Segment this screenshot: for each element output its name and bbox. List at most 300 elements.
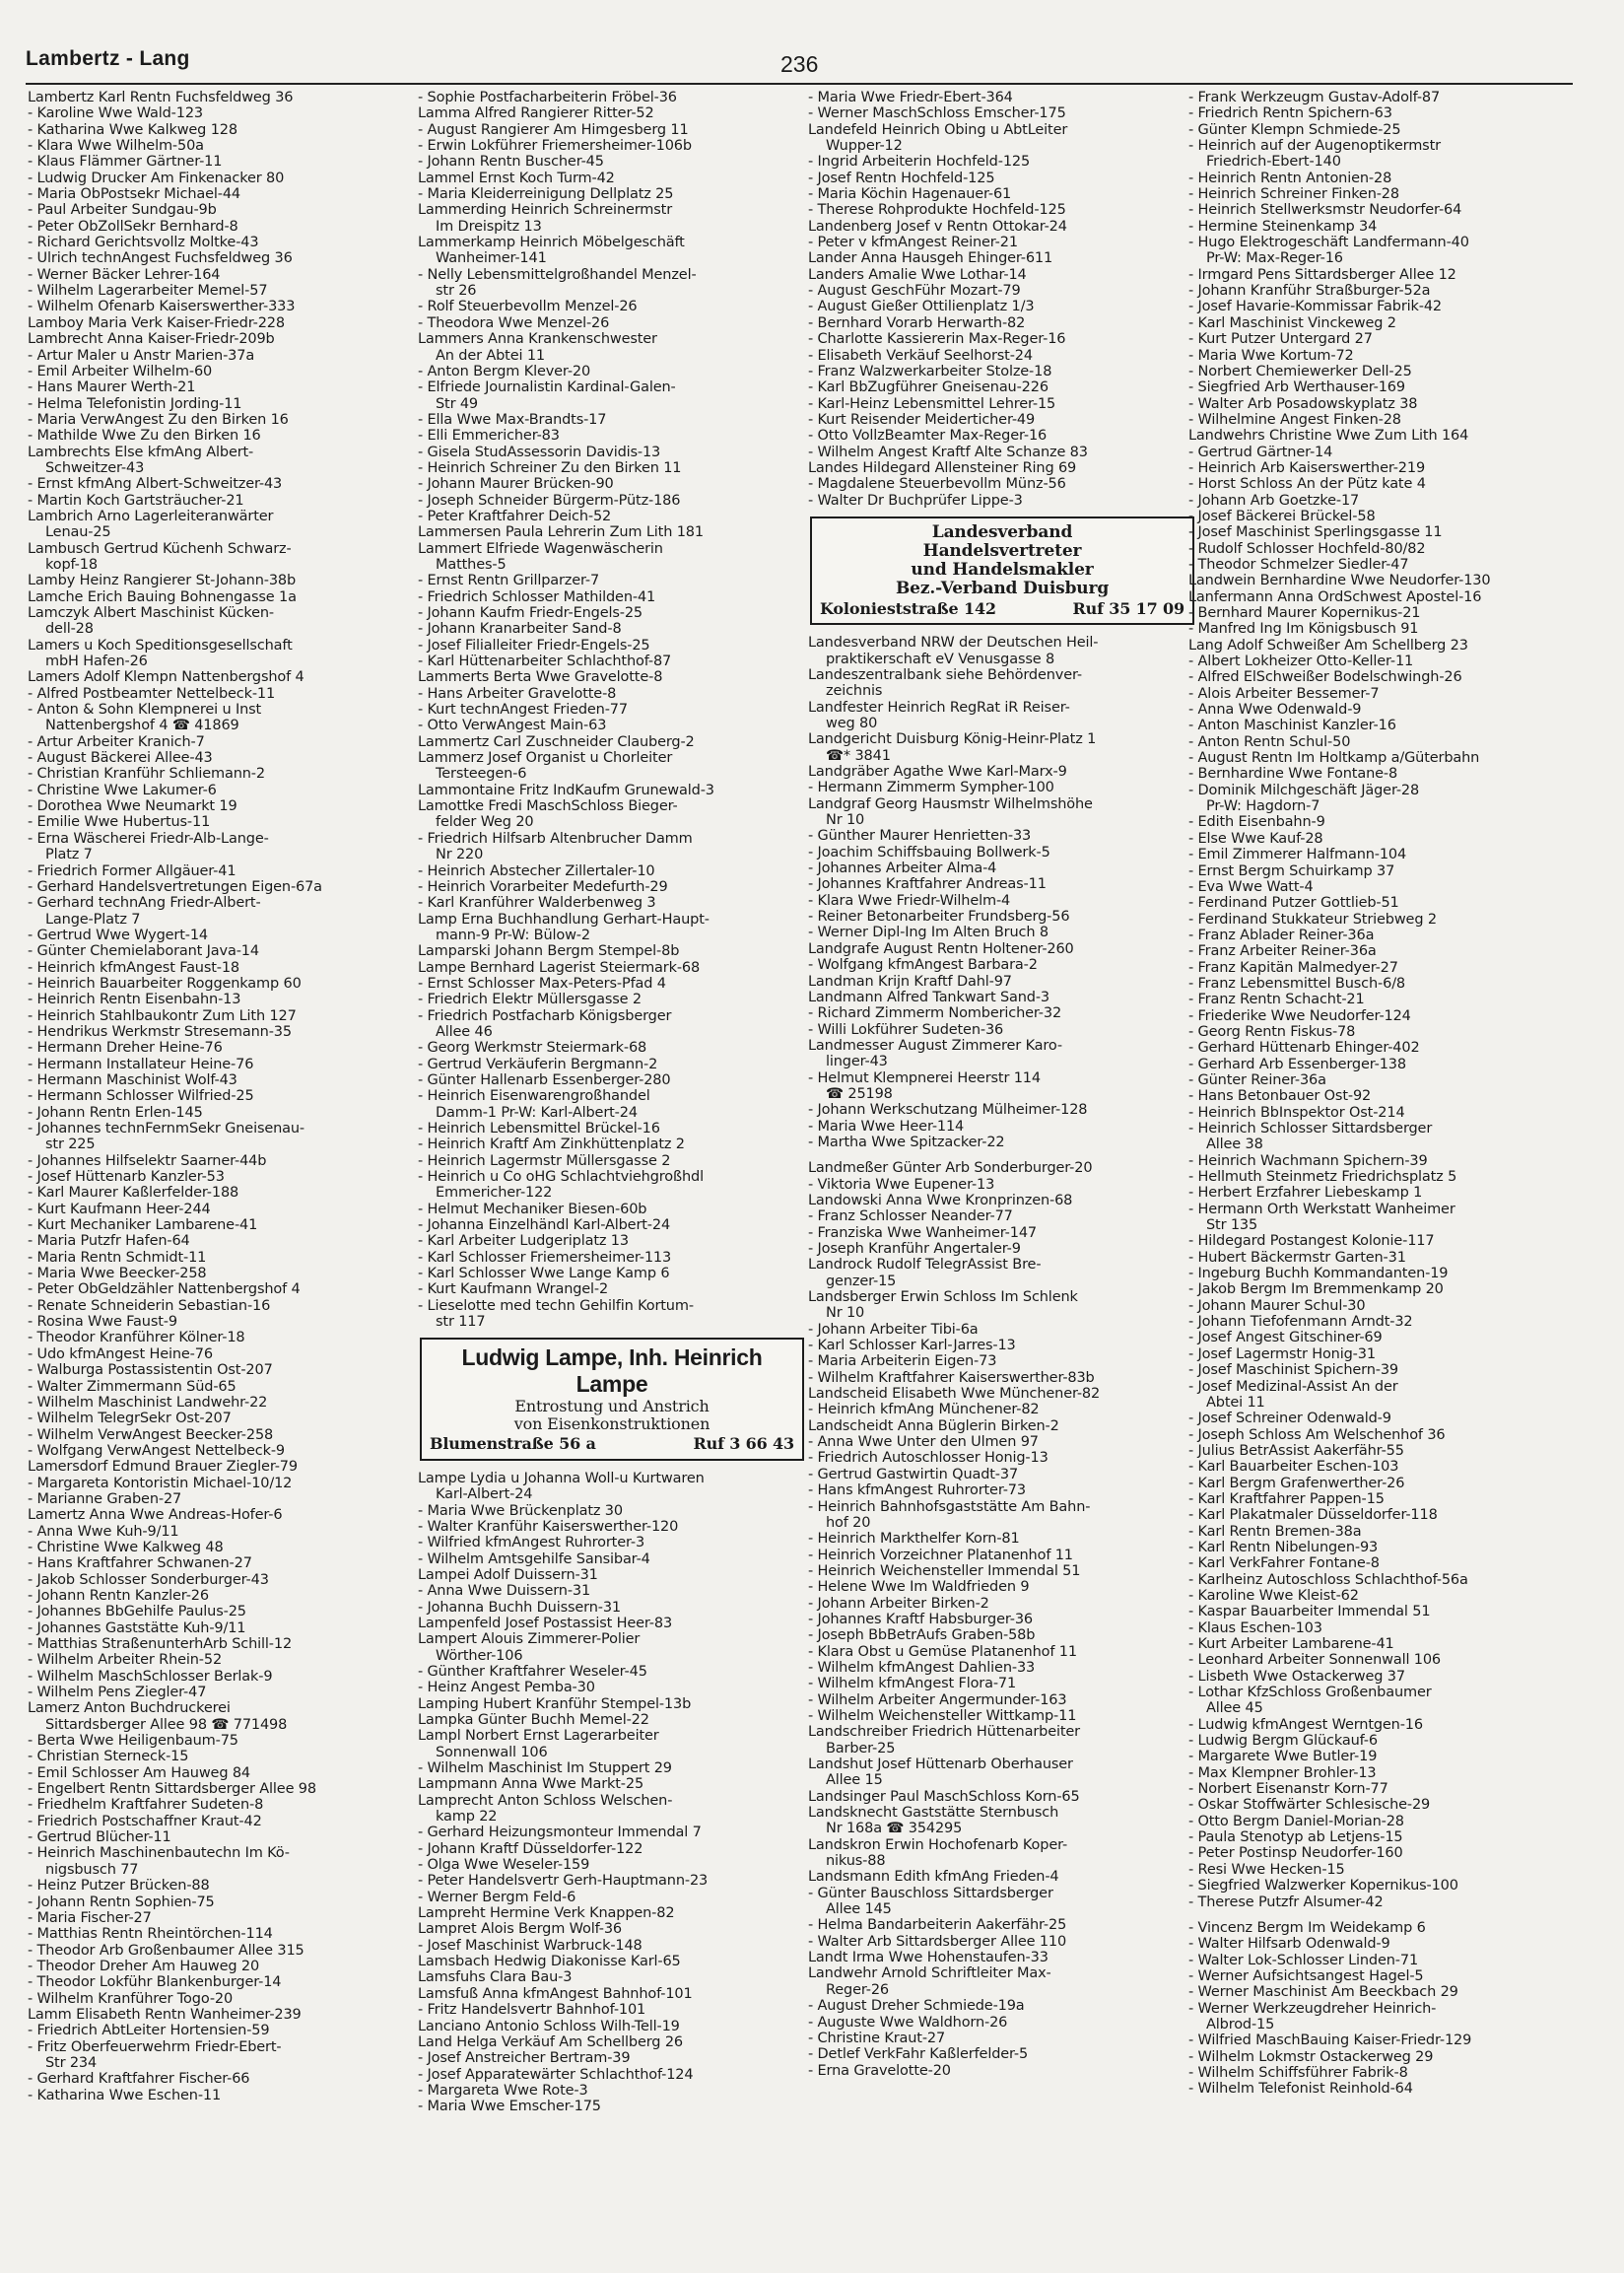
directory-entry: - Heinrich Schlosser Sittardsberger [1188, 1121, 1433, 1136]
directory-entry: - Heinrich Weichensteller Immendal 51 [808, 1562, 1081, 1579]
directory-entry: Landes Hildegard Allensteiner Ring 69 [808, 459, 1077, 476]
directory-entry: - Alfred Postbeamter Nettelbeck-11 [28, 685, 276, 702]
directory-entry: - Theodor Arb Großenbaumer Allee 315 [28, 1942, 304, 1959]
directory-entry: - Johannes Hilfselektr Saarner-44b [28, 1152, 267, 1169]
directory-entry: - Kurt Putzer Untergard 27 [1188, 331, 1373, 348]
directory-entry: - Wilhelm Pens Ziegler-47 [28, 1685, 207, 1701]
directory-entry: - Kurt Kaufmann Wrangel-2 [418, 1281, 609, 1298]
directory-entry: - Peter ObZollSekr Bernhard-8 [28, 218, 238, 235]
directory-entry: - Günter Klempn Schmiede-25 [1188, 121, 1401, 138]
directory-entry: - Auguste Wwe Waldhorn-26 [808, 2014, 1008, 2031]
directory-entry [808, 1150, 1198, 1160]
directory-entry: Landwein Bernhardine Wwe Neudorfer-130 [1188, 573, 1491, 589]
directory-entry: - Johann Maurer Schul-30 [1188, 1297, 1366, 1314]
directory-entry: ☎ 25198 [826, 1085, 893, 1102]
directory-entry: Lampe Lydia u Johanna Woll-u Kurtwaren [418, 1470, 705, 1486]
directory-entry: Landman Krijn Kraftf Dahl-97 [808, 973, 1012, 990]
directory-entry: - Maria Wwe Emscher-175 [418, 2099, 601, 2115]
directory-entry: - Frank Werkzeugm Gustav-Adolf-87 [1188, 90, 1441, 105]
directory-entry: - Friedrich Rentn Spichern-63 [1188, 105, 1392, 122]
directory-entry: Landefeld Heinrich Obing u AbtLeiter [808, 121, 1068, 138]
directory-entry: - Heinrich Bahnhofsgaststätte Am Bahn- [808, 1498, 1091, 1515]
directory-entry: felder Weg 20 [436, 814, 534, 831]
directory-entry: Lander Anna Hausgeh Ehinger-611 [808, 250, 1053, 267]
directory-entry: zeichnis [826, 683, 883, 700]
directory-entry: - Ingrid Arbeiterin Hochfeld-125 [808, 154, 1031, 171]
directory-entry: Landskron Erwin Hochofenarb Koper- [808, 1836, 1068, 1853]
directory-entry: Lampei Adolf Duissern-31 [418, 1566, 598, 1583]
directory-entry: Damm-1 Pr-W: Karl-Albert-24 [436, 1104, 638, 1121]
directory-entry: - Johann Rentn Sophien-75 [28, 1894, 215, 1910]
directory-entry: - Karl Maschinist Vinckeweg 2 [1188, 314, 1396, 331]
directory-entry: Landt Irma Wwe Hohenstaufen-33 [808, 1950, 1049, 1966]
ad-phone: Ruf 3 66 43 [693, 1434, 794, 1454]
directory-entry: - Johann Kranarbeiter Sand-8 [418, 621, 622, 638]
directory-entry: - Hugo Elektrogeschäft Landfermann-40 [1188, 235, 1469, 251]
directory-entry: - Josef Apparatewärter Schlachthof-124 [418, 2066, 694, 2083]
directory-entry: - Hermann Installateur Heine-76 [28, 1056, 254, 1072]
directory-entry: - Werner Dipl-Ing Im Alten Bruch 8 [808, 925, 1049, 941]
page-header [26, 37, 1573, 85]
directory-entry: Lamers Adolf Klempn Nattenbergshof 4 [28, 669, 304, 686]
directory-entry: - Joachim Schiffsbauing Bollwerk-5 [808, 844, 1050, 861]
directory-entry: - Kurt Mechaniker Lambarene-41 [28, 1217, 258, 1234]
directory-entry: - Johannes Kraftf Habsburger-36 [808, 1611, 1033, 1627]
directory-entry: - Hermann Dreher Heine-76 [28, 1040, 223, 1057]
directory-entry: - Lisbeth Wwe Ostackerweg 37 [1188, 1668, 1405, 1685]
directory-entry: - Wilfried kfmAngest Ruhrorter-3 [418, 1535, 645, 1551]
directory-entry: - Klaus Flämmer Gärtner-11 [28, 154, 223, 171]
directory-entry: Lambusch Gertrud Küchenh Schwarz- [28, 540, 292, 557]
directory-entry: - Renate Schneiderin Sebastian-16 [28, 1297, 271, 1314]
directory-entry: Lammers Anna Krankenschwester [418, 331, 657, 348]
directory-entry: - Gisela StudAssessorin Davidis-13 [418, 444, 661, 460]
directory-entry: - Friedrich Autoschlosser Honig-13 [808, 1450, 1049, 1467]
directory-entry: - Hubert Bäckermstr Garten-31 [1188, 1249, 1406, 1266]
directory-entry: - Heinrich Lagermstr Müllersgasse 2 [418, 1152, 671, 1169]
directory-entry: str 117 [436, 1314, 486, 1331]
directory-entry: Landmesser August Zimmerer Karo- [808, 1037, 1062, 1054]
directory-entry: - Wilhelm VerwAngest Beecker-258 [28, 1426, 274, 1443]
directory-entry: - Wilhelm Telefonist Reinhold-64 [1188, 2081, 1413, 2098]
directory-entry: - Heinz Angest Pemba-30 [418, 1680, 595, 1696]
directory-entry: Lamping Hubert Kranführ Stempel-13b [418, 1695, 692, 1712]
directory-entry: - Peter ObGeldzähler Nattenbergshof 4 [28, 1281, 301, 1298]
directory-entry: - Klara Wwe Friedr-Wilhelm-4 [808, 892, 1011, 909]
directory-entry: str 26 [436, 283, 477, 300]
directory-entry: - Karl Arbeiter Ludgeriplatz 13 [418, 1233, 629, 1250]
directory-entry: - Johann Kaufm Friedr-Engels-25 [418, 605, 643, 621]
directory-entry: - Bernhard Maurer Kopernikus-21 [1188, 605, 1421, 621]
directory-entry: - Werner Bergm Feld-6 [418, 1889, 576, 1905]
directory-entry: Lampenfeld Josef Postassist Heer-83 [418, 1615, 673, 1631]
directory-entry: - Karoline Wwe Kleist-62 [1188, 1587, 1359, 1604]
directory-entry: - Walter Hilfsarb Odenwald-9 [1188, 1936, 1390, 1953]
directory-entry: - Gertrud Wwe Wygert-14 [28, 927, 209, 943]
directory-entry: Landowski Anna Wwe Kronprinzen-68 [808, 1192, 1073, 1208]
directory-entry: - Kurt technAngest Frieden-77 [418, 702, 628, 719]
directory-entry: - Karl Bergm Grafenwerther-26 [1188, 1475, 1405, 1491]
directory-entry: Lambrechts Else kfmAng Albert- [28, 444, 254, 460]
directory-entry: - Hermann Maschinist Wolf-43 [28, 1071, 237, 1088]
ad-phone: Ruf 35 17 09 [1072, 598, 1184, 618]
directory-entry: Lampe Bernhard Lagerist Steiermark-68 [418, 959, 701, 976]
directory-entry: - Ella Wwe Max-Brandts-17 [418, 411, 607, 428]
directory-entry: - Martha Wwe Spitzacker-22 [808, 1134, 1005, 1150]
directory-entry: - Ernst Rentn Grillparzer-7 [418, 573, 600, 589]
directory-entry: - Martin Koch Gartsträucher-21 [28, 492, 244, 509]
directory-entry: Lamche Erich Bauing Bohnengasse 1a [28, 588, 297, 605]
directory-entry: - Elli Emmericher-83 [418, 428, 560, 445]
directory-entry: - Johann Werkschutzang Mülheimer-128 [808, 1102, 1088, 1119]
directory-entry: - Fritz Oberfeuerwehrm Friedr-Ebert- [28, 2038, 282, 2055]
directory-column-4 [1188, 90, 1583, 2263]
directory-entry: - Richard Gerichtsvollz Moltke-43 [28, 235, 259, 251]
directory-entry: - Hans kfmAngest Ruhrorter-73 [808, 1482, 1026, 1499]
directory-entry: - Wilhelm Kranführer Togo-20 [28, 1990, 234, 2007]
directory-entry: Landshut Josef Hüttenarb Oberhauser [808, 1756, 1073, 1772]
directory-entry: - Helmut Klempnerei Heerstr 114 [808, 1069, 1041, 1086]
directory-entry: - Wolfgang kfmAngest Barbara-2 [808, 957, 1038, 974]
directory-entry: Sittardsberger Allee 98 ☎ 771498 [45, 1716, 288, 1733]
directory-entry: - Anna Wwe Kuh-9/11 [28, 1523, 179, 1540]
directory-entry: - Gerhard Arb Essenberger-138 [1188, 1056, 1406, 1072]
directory-entry: Lampl Norbert Ernst Lagerarbeiter [418, 1728, 659, 1745]
directory-entry: Landsberger Erwin Schloss Im Schlenk [808, 1289, 1078, 1306]
directory-entry: - Theodor Kranführer Kölner-18 [28, 1330, 245, 1346]
directory-entry: Lamsfuß Anna kfmAngest Bahnhof-101 [418, 1985, 693, 2002]
directory-entry: - Paula Stenotyp ab Letjens-15 [1188, 1829, 1403, 1846]
directory-entry: - Johann Kraftf Düsseldorfer-122 [418, 1840, 643, 1857]
directory-entry: - Karl VerkFahrer Fontane-8 [1188, 1555, 1380, 1572]
directory-entry: Lamottke Fredi MaschSchloss Bieger- [418, 798, 678, 815]
directory-entry: - Else Wwe Kauf-28 [1188, 830, 1323, 847]
directory-entry: - Josef Angest Gitschiner-69 [1188, 1330, 1383, 1346]
directory-entry: - Vincenz Bergm Im Weidekamp 6 [1188, 1919, 1426, 1936]
directory-entry: - Werner Werkzeugdreher Heinrich- [1188, 2000, 1437, 2017]
directory-entry: Landsmann Edith kfmAng Frieden-4 [808, 1869, 1059, 1886]
directory-entry: - Josef Anstreicher Bertram-39 [418, 2050, 631, 2067]
directory-entry: - Wilhelm Arbeiter Rhein-52 [28, 1652, 223, 1669]
directory-entry: Landers Amalie Wwe Lothar-14 [808, 266, 1027, 283]
directory-entry: - Detlef VerkFahr Kaßlerfelder-5 [808, 2046, 1029, 2063]
directory-entry: - Heinrich Lebensmittel Brückel-16 [418, 1121, 660, 1136]
directory-entry: Lammerts Berta Wwe Gravelotte-8 [418, 669, 663, 686]
directory-entry: Lammerz Josef Organist u Chorleiter [418, 750, 673, 767]
directory-entry: - Hans Kraftfahrer Schwanen-27 [28, 1555, 252, 1572]
directory-entry: - Maria Wwe Beecker-258 [28, 1266, 207, 1282]
directory-entry: Nr 10 [826, 1305, 865, 1322]
directory-entry: - Wilhelm TelegrSekr Ost-207 [28, 1411, 232, 1427]
directory-entry: weg 80 [826, 716, 878, 731]
directory-entry: - Friedrich Postfacharb Königsberger [418, 1007, 672, 1024]
directory-entry: - Friederike Wwe Neudorfer-124 [1188, 1007, 1411, 1024]
directory-entry: - Walter Arb Posadowskyplatz 38 [1188, 395, 1418, 412]
directory-entry: Allee 45 [1206, 1700, 1263, 1717]
directory-entry: - Olga Wwe Weseler-159 [418, 1857, 590, 1874]
directory-entry: - Günther Kraftfahrer Weseler-45 [418, 1663, 647, 1680]
directory-entry: - Werner Maschinist Am Beeckbach 29 [1188, 1984, 1458, 2001]
directory-entry: - Magdalene Steuerbevollm Münz-56 [808, 476, 1066, 493]
directory-entry: Im Dreispitz 13 [436, 218, 542, 235]
directory-entry: Allee 38 [1206, 1136, 1263, 1153]
directory-entry: Schweitzer-43 [45, 459, 145, 476]
directory-entry: Lange-Platz 7 [45, 911, 141, 928]
directory-entry: Lampert Alouis Zimmerer-Polier [418, 1631, 641, 1648]
directory-entry: linger-43 [826, 1054, 888, 1070]
directory-entry: - Heinrich u Co oHG Schlachtviehgroßhdl [418, 1169, 704, 1186]
directory-entry: - Gerhard Kraftfahrer Fischer-66 [28, 2071, 250, 2088]
directory-entry: nikus-88 [826, 1853, 886, 1870]
directory-entry: - Franz Schlosser Neander-77 [808, 1208, 1013, 1225]
directory-entry: - Karl Rentn Bremen-38a [1188, 1523, 1362, 1540]
directory-entry: - Franz Ablader Reiner-36a [1188, 927, 1375, 943]
directory-entry: - Lothar KfzSchloss Großenbaumer [1188, 1685, 1432, 1701]
directory-entry: - Karoline Wwe Wald-123 [28, 105, 203, 122]
directory-entry: - Herbert Erzfahrer Liebeskamp 1 [1188, 1185, 1423, 1202]
directory-entry: - Otto VerwAngest Main-63 [418, 718, 607, 734]
ad-line: Bez.-Verband Duisburg [895, 578, 1110, 598]
directory-entry: - Werner Bäcker Lehrer-164 [28, 266, 221, 283]
directory-entry: - Kurt Kaufmann Heer-244 [28, 1201, 211, 1217]
directory-entry: - Helmut Mechaniker Biesen-60b [418, 1201, 647, 1217]
directory-entry: - Johann Rentn Buscher-45 [418, 154, 604, 171]
directory-entry: - Heinrich Wachmann Spichern-39 [1188, 1152, 1428, 1169]
directory-entry: - Horst Schloss An der Pütz kate 4 [1188, 476, 1426, 493]
directory-entry: mbH Hafen-26 [45, 654, 148, 670]
directory-entry: - Helma Bandarbeiterin Aakerfähr-25 [808, 1917, 1067, 1934]
directory-entry: - Katharina Wwe Kalkweg 128 [28, 121, 237, 138]
directory-entry: - Resi Wwe Hecken-15 [1188, 1861, 1345, 1878]
directory-entry: - Friedrich Elektr Müllersgasse 2 [418, 992, 642, 1008]
directory-entry: - Siegfried Walzwerker Kopernikus-100 [1188, 1878, 1458, 1894]
directory-entry: - Bernhardine Wwe Fontane-8 [1188, 766, 1398, 783]
ad-lampe [420, 1338, 804, 1460]
directory-entry: Lambrich Arno Lagerleiteranwärter [28, 508, 274, 524]
directory-entry: - Johann Rentn Erlen-145 [28, 1104, 203, 1121]
directory-entry: Landeszentralbank siehe Behördenver- [808, 666, 1082, 683]
directory-entry: - Karl Kraftfahrer Pappen-15 [1188, 1490, 1385, 1507]
directory-entry: - Leonhard Arbeiter Sonnenwall 106 [1188, 1652, 1442, 1669]
directory-entry: - Karl Bauarbeiter Eschen-103 [1188, 1459, 1399, 1476]
directory-entry: - August Dreher Schmiede-19a [808, 1998, 1025, 2015]
directory-entry: Lambertz Karl Rentn Fuchsfeldweg 36 [28, 90, 294, 105]
page-number: 236 [780, 51, 819, 77]
directory-entry: - Heinrich Arb Kaiserswerther-219 [1188, 459, 1426, 476]
directory-entry: - Friedrich Schlosser Mathilden-41 [418, 588, 656, 605]
directory-entry: - Karl Kranführer Walderbenweg 3 [418, 895, 656, 912]
directory-entry: - Alois Arbeiter Bessemer-7 [1188, 685, 1380, 702]
directory-entry: - Dorothea Wwe Neumarkt 19 [28, 798, 237, 815]
directory-entry: - Rudolf Schlosser Hochfeld-80/82 [1188, 540, 1426, 557]
directory-entry: - Wilfried MaschBauing Kaiser-Friedr-129 [1188, 2032, 1472, 2049]
directory-entry: - Günter Hallenarb Essenberger-280 [418, 1071, 671, 1088]
directory-entry: - Hermann Schlosser Wilfried-25 [28, 1088, 254, 1105]
directory-entry: - Friedhelm Kraftfahrer Sudeten-8 [28, 1797, 264, 1814]
directory-entry: Nr 168a ☎ 354295 [826, 1821, 963, 1837]
ad-landesverband [810, 517, 1194, 625]
directory-entry: - Wilhelm Arbeiter Angermunder-163 [808, 1691, 1067, 1708]
directory-entry: - Willi Lokführer Sudeten-36 [808, 1021, 1004, 1038]
directory-entry: - Klara Wwe Wilhelm-50a [28, 138, 204, 155]
directory-entry: - Ludwig kfmAngest Werntgen-16 [1188, 1716, 1423, 1733]
directory-entry: - Franz Rentn Schacht-21 [1188, 992, 1365, 1008]
directory-entry: - Josef Maschinist Sperlingsgasse 11 [1188, 524, 1443, 541]
directory-entry: Barber-25 [826, 1740, 896, 1756]
directory-column-2 [418, 90, 808, 2263]
header-rule [26, 83, 1573, 85]
directory-entry: - Katharina Wwe Eschen-11 [28, 2087, 222, 2103]
ad-line: Entrostung und Anstrich [514, 1397, 710, 1416]
directory-entry: - Johann Arbeiter Tibi-6a [808, 1321, 979, 1338]
directory-entry: Lammersen Paula Lehrerin Zum Lith 181 [418, 524, 704, 541]
directory-entry: - Theodor Lokführ Blankenburger-14 [28, 1974, 282, 1991]
directory-entry: - Franziska Wwe Wanheimer-147 [808, 1224, 1037, 1241]
directory-entry: - Josef Maschinist Spichern-39 [1188, 1362, 1398, 1379]
directory-entry: - Johanna Einzelhändl Karl-Albert-24 [418, 1217, 671, 1234]
directory-entry: - Ingeburg Buchh Kommandanten-19 [1188, 1266, 1449, 1282]
directory-entry: - Hellmuth Steinmetz Friedrichsplatz 5 [1188, 1169, 1457, 1186]
directory-entry: - Marianne Graben-27 [28, 1490, 182, 1507]
directory-entry: - Josef Lagermstr Honig-31 [1188, 1345, 1376, 1362]
directory-entry: praktikerschaft eV Venusgasse 8 [826, 651, 1055, 667]
directory-entry: - Alfred ElSchweißer Bodelschwingh-26 [1188, 669, 1462, 686]
directory-entry: - Günther Maurer Henrietten-33 [808, 828, 1032, 845]
directory-entry: Lammerkamp Heinrich Möbelgeschäft [418, 235, 685, 251]
directory-entry: Land Helga Verkäuf Am Schellberg 26 [418, 2033, 683, 2050]
ad-line: Landesverband [931, 521, 1073, 542]
directory-entry: - Peter Kraftfahrer Deich-52 [418, 508, 612, 524]
directory-entry: - Maria Fischer-27 [28, 1909, 152, 1926]
directory-entry: - Wilhelm MaschSchlosser Berlak-9 [28, 1668, 273, 1685]
directory-entry: - Otto VollzBeamter Max-Reger-16 [808, 428, 1048, 445]
directory-entry: - Emilie Wwe Hubertus-11 [28, 814, 211, 831]
directory-entry: - Anton Maschinist Kanzler-16 [1188, 718, 1396, 734]
directory-entry: - Ferdinand Stukkateur Striebweg 2 [1188, 911, 1437, 928]
directory-entry: - Hildegard Postangest Kolonie-117 [1188, 1233, 1435, 1250]
directory-entry: - Max Klempner Brohler-13 [1188, 1764, 1377, 1781]
directory-entry: An der Abtei 11 [436, 347, 545, 364]
directory-entry: - Heinrich auf der Augenoptikermstr [1188, 138, 1441, 155]
directory-entry: Lambrecht Anna Kaiser-Friedr-209b [28, 331, 275, 348]
directory-entry: - Paul Arbeiter Sundgau-9b [28, 202, 217, 219]
directory-entry: kopf-18 [45, 556, 98, 573]
directory-entry: Landmann Alfred Tankwart Sand-3 [808, 989, 1050, 1005]
directory-entry: - Gertrud Blücher-11 [28, 1829, 171, 1846]
directory-entry: - Klara Obst u Gemüse Platanenhof 11 [808, 1643, 1077, 1660]
directory-entry: - Christine Kraut-27 [808, 2030, 946, 2046]
directory-entry: - Maria Wwe Brückenplatz 30 [418, 1502, 623, 1519]
directory-entry: - Hans Betonbauer Ost-92 [1188, 1088, 1372, 1105]
directory-entry: - August Gießer Ottilienplatz 1/3 [808, 299, 1035, 315]
directory-entry: - Werner Aufsichtsangest Hagel-5 [1188, 1967, 1424, 1984]
directory-entry: - Heinrich Bauarbeiter Roggenkamp 60 [28, 975, 302, 992]
directory-entry: - Johann Tiefofenmann Arndt-32 [1188, 1314, 1413, 1331]
directory-entry: - Johannes BbGehilfe Paulus-25 [28, 1604, 246, 1620]
directory-entry: - Artur Arbeiter Kranich-7 [28, 733, 205, 750]
directory-entry: Pr-W: Max-Reger-16 [1206, 250, 1343, 267]
directory-entry: - Maria Arbeiterin Eigen-73 [808, 1353, 997, 1370]
directory-entry: - Anton & Sohn Klempnerei u Inst [28, 702, 262, 719]
directory-entry: - Erna Gravelotte-20 [808, 2062, 951, 2079]
directory-entry: Lang Adolf Schweißer Am Schellberg 23 [1188, 637, 1468, 654]
directory-entry: - Emil Schlosser Am Hauweg 84 [28, 1764, 250, 1781]
directory-entry: - Heinrich Schreiner Zu den Birken 11 [418, 459, 682, 476]
directory-entry: Lampka Günter Buchh Memel-22 [418, 1711, 649, 1728]
directory-entry: - Gerhard Heizungsmonteur Immendal 7 [418, 1825, 702, 1841]
directory-entry: - Gerhard Hüttenarb Ehinger-402 [1188, 1040, 1420, 1057]
directory-entry: - Reiner Betonarbeiter Frundsberg-56 [808, 909, 1070, 926]
directory-entry: - Siegfried Arb Werthauser-169 [1188, 379, 1405, 396]
directory-entry: - Josef Schreiner Odenwald-9 [1188, 1411, 1391, 1427]
directory-entry: - Erwin Lokführer Friemersheimer-106b [418, 138, 692, 155]
directory-entry: - Hans Maurer Werth-21 [28, 379, 196, 396]
directory-entry: - Klaus Eschen-103 [1188, 1619, 1322, 1636]
directory-entry: Landgraf Georg Hausmstr Wilhelmshöhe [808, 795, 1093, 812]
directory-entry: - Hermann Zimmerm Sympher-100 [808, 780, 1054, 796]
directory-entry: - Wilhelm Schiffsführer Fabrik-8 [1188, 2064, 1408, 2081]
directory-entry: Nr 220 [436, 847, 484, 863]
directory-entry: Lanfermann Anna OrdSchwest Apostel-16 [1188, 588, 1482, 605]
directory-entry: - Heinrich Stellwerksmstr Neudorfer-64 [1188, 202, 1462, 219]
directory-entry: Lamprecht Anton Schloss Welschen- [418, 1792, 673, 1809]
directory-entry: - Maria Wwe Kortum-72 [1188, 347, 1354, 364]
directory-entry: - Wilhelm Kraftfahrer Kaiserswerther-83b [808, 1369, 1095, 1386]
directory-entry: - Hendrikus Werkmstr Stresemann-35 [28, 1023, 292, 1040]
directory-entry: - Josef Maschinist Warbruck-148 [418, 1937, 643, 1954]
directory-entry: - Josef Rentn Hochfeld-125 [808, 170, 995, 186]
directory-entry: - Heinrich Schreiner Finken-28 [1188, 186, 1399, 203]
directory-entry: - Karl-Heinz Lebensmittel Lehrer-15 [808, 395, 1056, 412]
directory-entry: - Berta Wwe Heiligenbaum-75 [28, 1733, 238, 1750]
directory-entry: - Viktoria Wwe Eupener-13 [808, 1176, 995, 1193]
directory-entry: - Maria Köchin Hagenauer-61 [808, 186, 1012, 203]
directory-entry: - Karl Schlosser Wwe Lange Kamp 6 [418, 1266, 670, 1282]
directory-entry: Lanciano Antonio Schloss Wilh-Tell-19 [418, 2018, 680, 2034]
directory-entry: - Christian Kranführ Schliemann-2 [28, 766, 265, 783]
directory-entry: - Gertrud Gärtner-14 [1188, 444, 1333, 460]
directory-entry: - Josef Bäckerei Brückel-58 [1188, 508, 1376, 524]
directory-entry: - Heinrich Rentn Eisenbahn-13 [28, 992, 241, 1008]
directory-entry: - Heinrich Vorarbeiter Medefurth-29 [418, 878, 668, 895]
directory-entry: Landsinger Paul MaschSchloss Korn-65 [808, 1788, 1080, 1805]
directory-entry: Wörther-106 [436, 1647, 523, 1664]
directory-entry: - Karl BbZugführer Gneisenau-226 [808, 379, 1049, 396]
directory-entry: - Irmgard Pens Sittardsberger Allee 12 [1188, 266, 1456, 283]
ad-address: Kolonieststraße 142 [820, 598, 996, 618]
directory-entry: Allee 46 [436, 1023, 493, 1040]
directory-entry: - Johann Arbeiter Birken-2 [808, 1595, 989, 1612]
directory-entry: - Wilhelm Angest Kraftf Alte Schanze 83 [808, 444, 1088, 460]
directory-entry: Lammertz Carl Zuschneider Clauberg-2 [418, 733, 695, 750]
directory-entry: - Margarete Wwe Butler-19 [1188, 1749, 1378, 1765]
directory-entry: - Wilhelm Lokmstr Ostackerweg 29 [1188, 2048, 1434, 2065]
directory-entry: Lamma Alfred Rangierer Ritter-52 [418, 105, 654, 122]
directory-entry: - Sophie Postfacharbeiterin Fröbel-36 [418, 90, 677, 105]
directory-entry: - Friedrich Postschaffner Kraut-42 [28, 1813, 262, 1829]
directory-entry: - Anna Wwe Duissern-31 [418, 1583, 591, 1600]
directory-entry: - Heinrich Stahlbaukontr Zum Lith 127 [28, 1007, 297, 1024]
directory-entry: - Maria Wwe Friedr-Ebert-364 [808, 90, 1013, 105]
directory-entry: - Johannes Arbeiter Alma-4 [808, 861, 997, 877]
directory-entry: - Helene Wwe Im Waldfrieden 9 [808, 1579, 1030, 1596]
directory-entry: - Heinrich Eisenwarengroßhandel [418, 1088, 650, 1105]
directory-entry: - Peter v kfmAngest Reiner-21 [808, 235, 1018, 251]
directory-entry: - Friedrich AbtLeiter Hortensien-59 [28, 2023, 270, 2039]
directory-entry: - Wilhelm Maschinist Landwehr-22 [28, 1394, 268, 1411]
directory-entry: - Charlotte Kassiererin Max-Reger-16 [808, 331, 1066, 348]
directory-entry: - Franz Walzwerkarbeiter Stolze-18 [808, 363, 1052, 379]
